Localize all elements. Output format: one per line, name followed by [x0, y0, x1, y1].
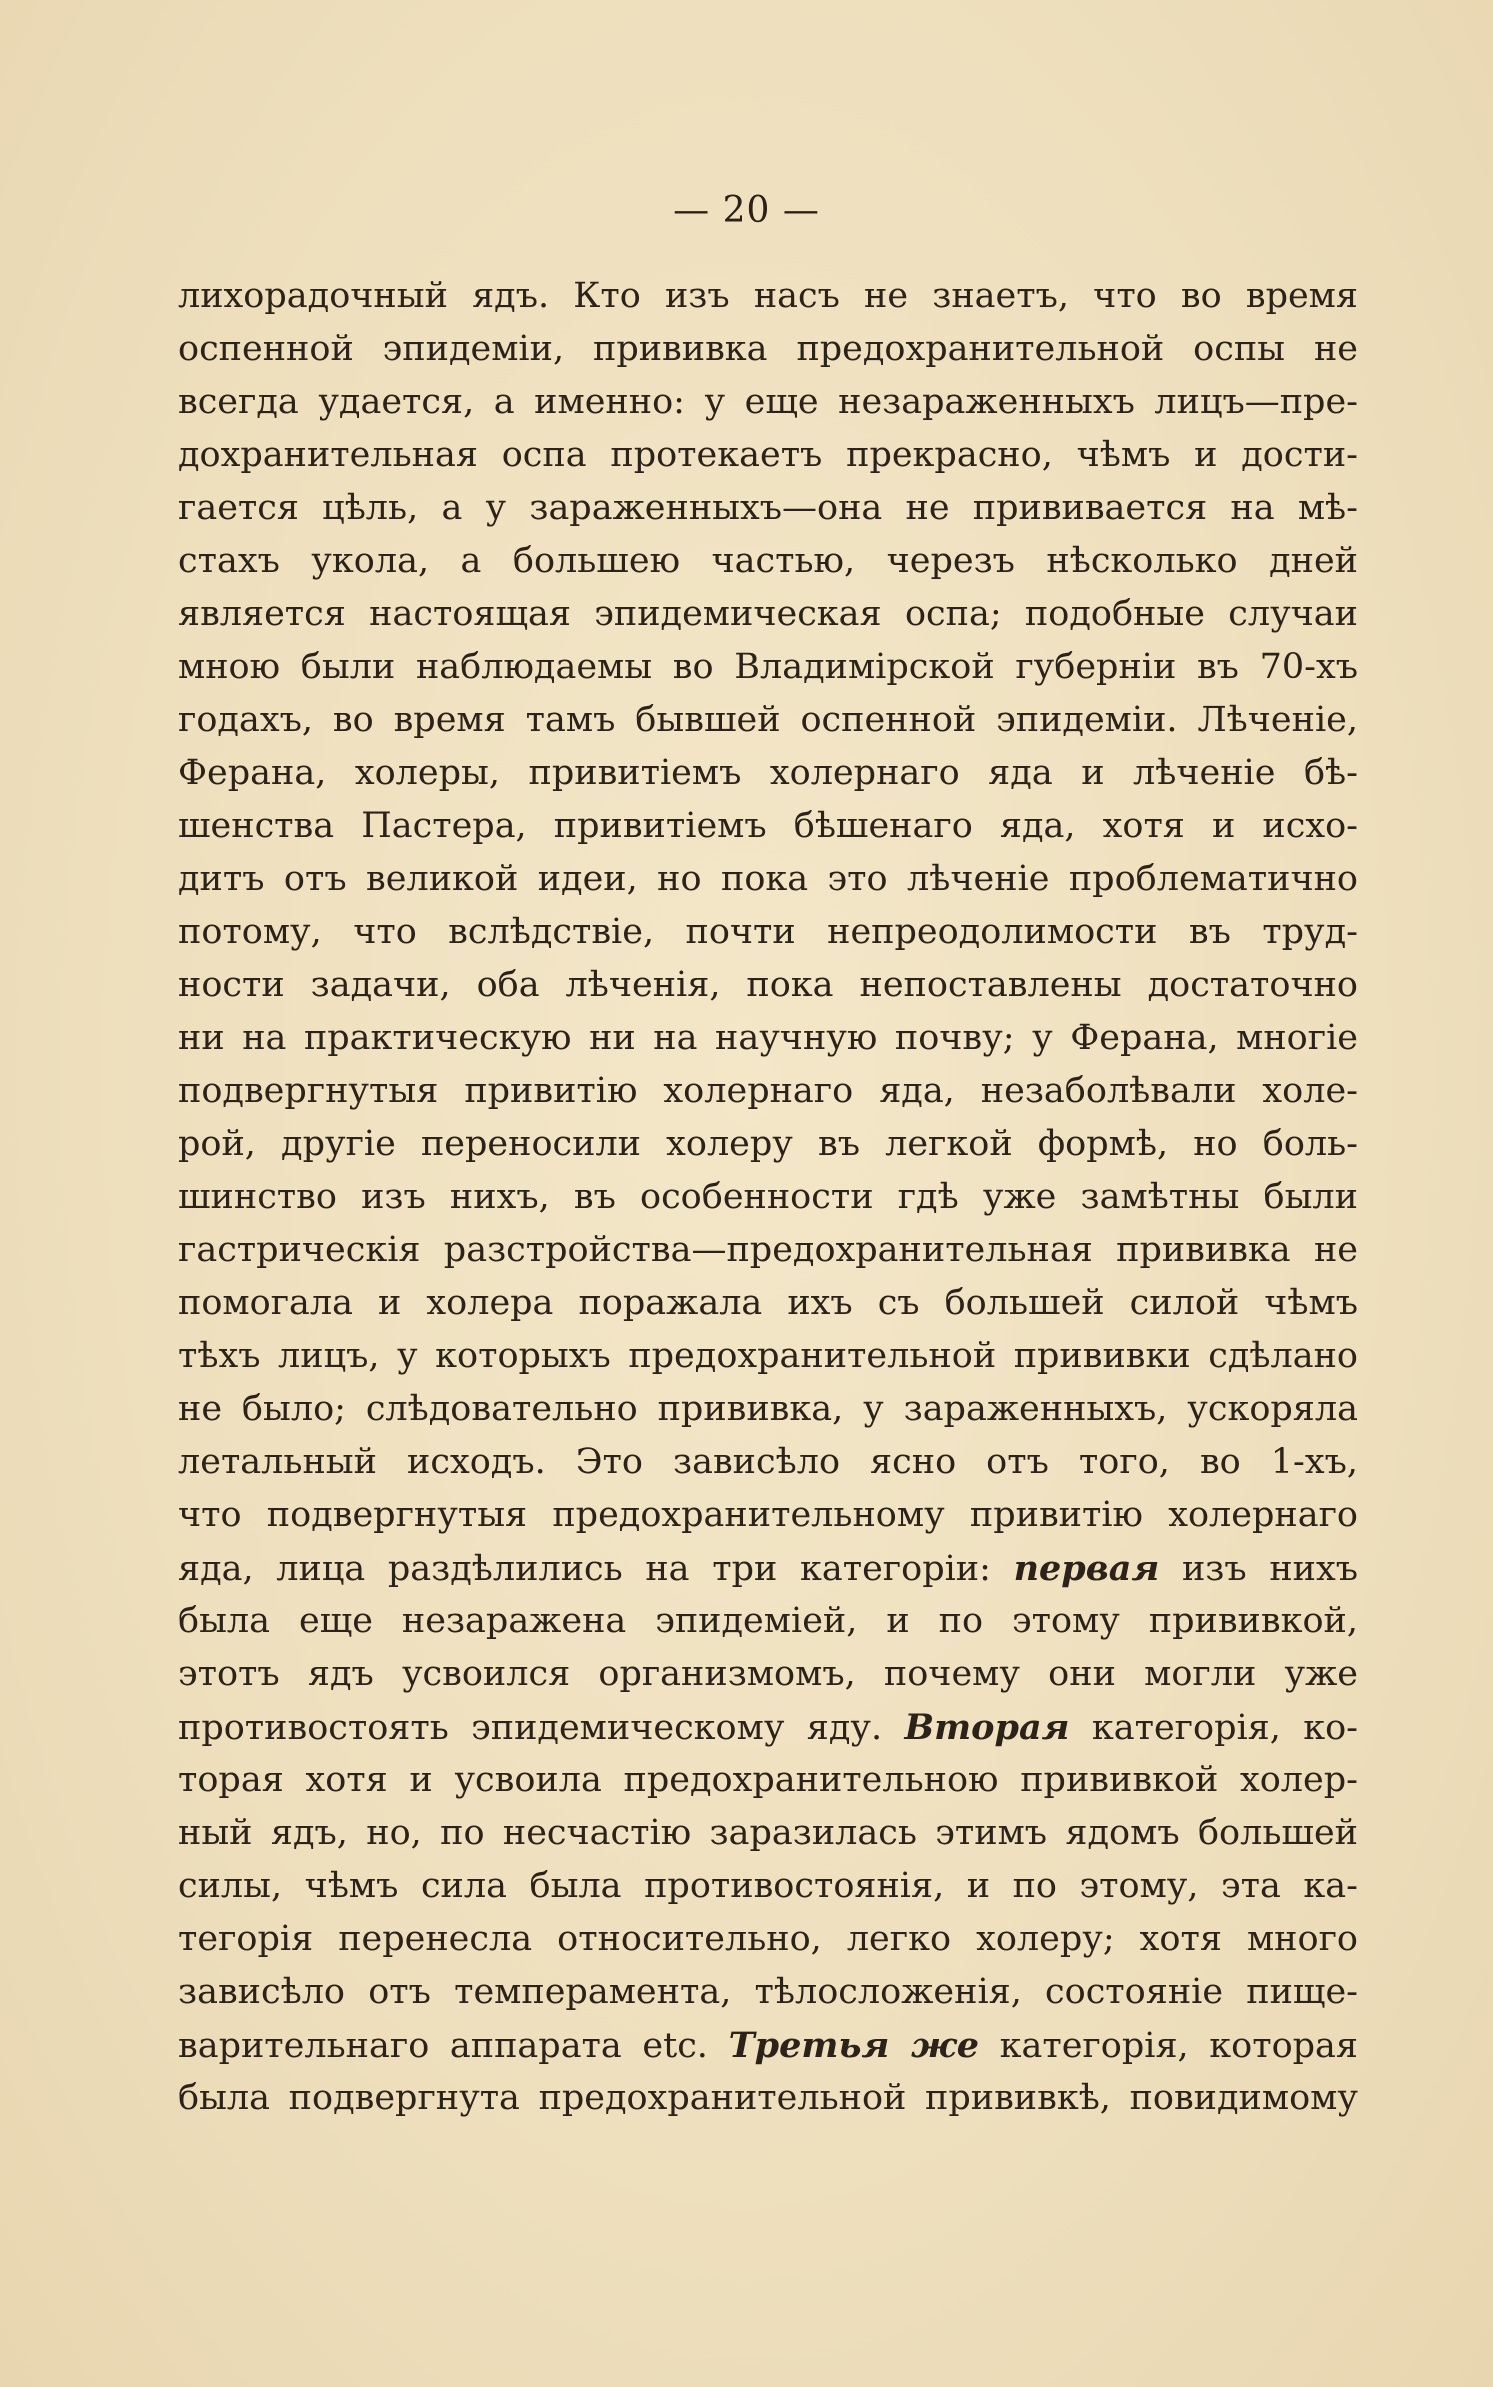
text-line: годахъ, во время тамъ бывшей оспенной эпидеміи. Лѣченіе,	[178, 700, 1358, 740]
emphasized-text: первая	[1013, 1548, 1160, 1589]
text-line: лихорадочный ядъ. Кто изъ насъ не знаетъ, что во время	[178, 276, 1358, 316]
text-segment: варительнаго аппарата etc.	[178, 2026, 729, 2066]
text-line: потому, что вслѣдствіе, почти непреодолимости въ труд-	[178, 912, 1358, 952]
text-line	[178, 1542, 1358, 1595]
text-segment: категорія, которая	[978, 2026, 1358, 2066]
text-line: этотъ ядъ усвоился организмомъ, почему они могли уже	[178, 1654, 1358, 1694]
text-line: Ферана, холеры, привитіемъ холернаго яда и лѣченіе бѣ-	[178, 753, 1358, 793]
text-line: тѣхъ лицъ, у которыхъ предохранительной прививки сдѣлано	[178, 1336, 1358, 1376]
text-segment: изъ нихъ	[1159, 1549, 1358, 1589]
text-line: помогала и холера поражала ихъ съ большей силой чѣмъ	[178, 1283, 1358, 1323]
text-line: стахъ укола, а большею частью, черезъ нѣсколько дней	[178, 541, 1358, 581]
text-line: рой, другіе переносили холеру въ легкой формѣ, но боль-	[178, 1124, 1358, 1164]
text-line: ности задачи, оба лѣченія, пока непоставлены достаточно	[178, 965, 1358, 1005]
text-segment: категорія, ко-	[1069, 1708, 1358, 1748]
text-line: летальный исходъ. Это зависѣло ясно отъ того, во 1-хъ,	[178, 1442, 1358, 1482]
text-line	[178, 1701, 1358, 1754]
text-line: гается цѣль, а у зараженныхъ—она не прививается на мѣ-	[178, 488, 1358, 528]
text-line: что подвергнутыя предохранительному привитію холернаго	[178, 1495, 1358, 1535]
text-segment: яда, лица раздѣлились на три категоріи:	[178, 1549, 1014, 1589]
text-line: была подвергнута предохранительной прививкѣ, повидимому	[178, 2078, 1358, 2118]
text-line: всегда удается, а именно: у еще незараженныхъ лицъ—пре-	[178, 382, 1358, 422]
text-line	[178, 2019, 1358, 2072]
text-line: оспенной эпидеміи, прививка предохранительной оспы не	[178, 329, 1358, 369]
text-line: ный ядъ, но, по несчастію заразилась этимъ ядомъ большей	[178, 1813, 1358, 1853]
emphasized-text: Третья же	[728, 2025, 979, 2066]
page-number: — 20 —	[673, 190, 820, 231]
text-line: дитъ отъ великой идеи, но пока это лѣченіе проблематично	[178, 859, 1358, 899]
body-text	[178, 270, 1358, 2125]
text-segment: противостоять эпидемическому яду.	[178, 1708, 905, 1748]
text-line: шенства Пастера, привитіемъ бѣшенаго яда, хотя и исхо-	[178, 806, 1358, 846]
text-line: зависѣло отъ темперамента, тѣлосложенія, состояніе пище-	[178, 1972, 1358, 2012]
text-line: дохранительная оспа протекаетъ прекрасно, чѣмъ и дости-	[178, 435, 1358, 475]
text-line: тегорія перенесла относительно, легко холеру; хотя много	[178, 1919, 1358, 1959]
text-line: подвергнутыя привитію холернаго яда, незаболѣвали холе-	[178, 1071, 1358, 1111]
text-line: мною были наблюдаемы во Владимірской губерніи въ 70-хъ	[178, 647, 1358, 687]
text-line: была еще незаражена эпидеміей, и по этому прививкой,	[178, 1601, 1358, 1641]
text-line: ни на практическую ни на научную почву; у Ферана, многіе	[178, 1018, 1358, 1058]
text-line: гастрическія разстройства—предохранительная прививка не	[178, 1230, 1358, 1270]
text-line: торая хотя и усвоила предохранительною прививкой холер-	[178, 1760, 1358, 1800]
text-line: силы, чѣмъ сила была противостоянія, и по этому, эта ка-	[178, 1866, 1358, 1906]
text-line: не было; слѣдовательно прививка, у зараженныхъ, ускоряла	[178, 1389, 1358, 1429]
text-line: является настоящая эпидемическая оспа; подобные случаи	[178, 594, 1358, 634]
emphasized-text: Вторая	[904, 1707, 1070, 1748]
text-line: шинство изъ нихъ, въ особенности гдѣ уже замѣтны были	[178, 1177, 1358, 1217]
